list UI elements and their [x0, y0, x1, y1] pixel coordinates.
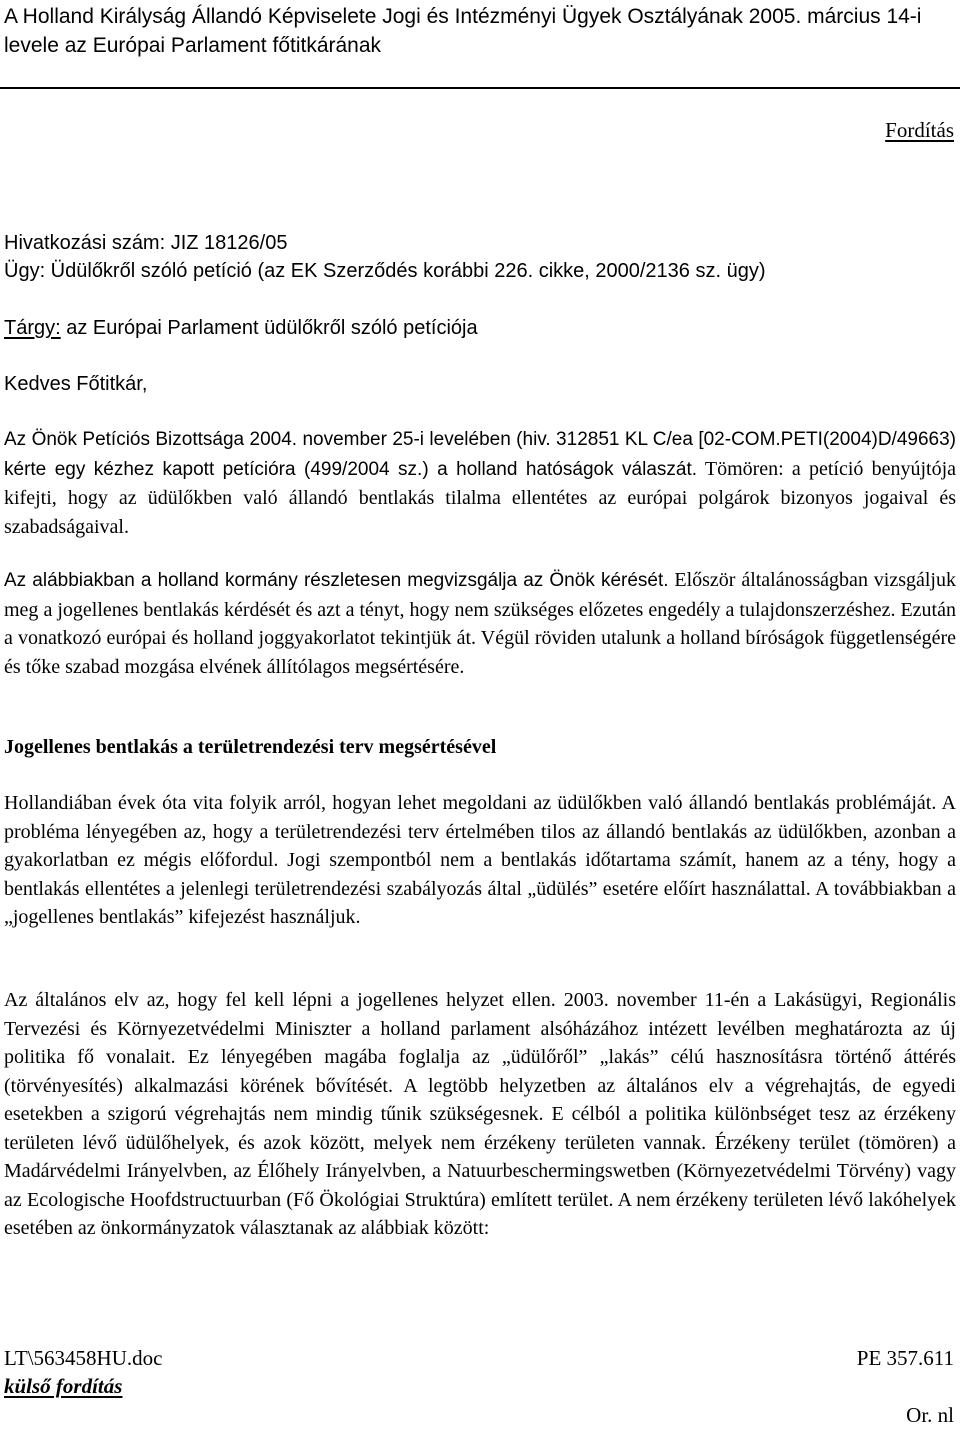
document-header: A Holland Királyság Állandó Képviselete Jogi és Intézményi Ügyek Osztályának 2005. március 14-i levele az Európai Parlament főtitkárának [4, 5, 922, 57]
document-reference: LT\563458HU.doc [4, 1346, 163, 1370]
paragraph-intro [4, 425, 956, 541]
case-line: Ügy: Üdülőkről szóló petíció (az EK Szerződés korábbi 226. cikke, 2000/2136 sz. ügy) [4, 260, 766, 282]
subject-label: Tárgy: [4, 317, 61, 339]
paragraph-intro-serif: Tömören: a petíció benyújtója kifejti, hogy az üdülőkben való állandó bentlakás tilalma ellentétes az európai polgárok bizonyos jogaival és szabadságaival. [4, 457, 956, 538]
external-translation-label: külső fordítás [4, 1374, 123, 1398]
paragraph-overview [4, 566, 956, 681]
paragraph-overview-sans: Az alábbiakban a holland kormány részletesen megvizsgálja az Önök kérését. [4, 570, 669, 591]
footer-left [4, 1344, 162, 1400]
reference-block [4, 229, 956, 285]
pe-number: PE 357.611 [856, 1346, 954, 1370]
reference-number: Hivatkozási szám: JIZ 18126/05 [4, 232, 288, 254]
subject-line [4, 314, 956, 342]
paragraph-background: Hollandiában évek óta vita folyik arról, hogyan lehet megoldani az üdülőkben való állandó bentlakás problémáját. A probléma lényegében az, hogy a területrendezési terv értelmében tilos az állandó bentlakás az üdülőkben, azonban a gyakorlatban ez mégis előfordul. Jogi szempontból nem a bentlakás időtartama számít, hanem az a tény, hogy a bentlakás ellentétes a jelenlegi területrendezési szabályozás által „üdülés” esetére előírt használattal. A továbbiakban a „jogellenes bentlakás” kifejezést használjuk. [4, 792, 956, 928]
original-language: Or. nl [906, 1403, 954, 1427]
footer-right [857, 1344, 954, 1429]
paragraph-intro-sans: Az Önök Petíciós Bizottsága 2004. november 25-i levelében (hiv. 312851 KL C/ea [02-COM.PETI(2004)D/49663) kérte egy kézhez kapott petícióra (499/2004 sz.) a holland hatóságok válaszát. [4, 429, 956, 480]
header-divider [0, 87, 960, 89]
subject-text: az Európai Parlament üdülőkről szóló petíciója [60, 317, 478, 339]
salutation: Kedves Főtitkár, [4, 373, 148, 395]
paragraph-overview-serif: Először általánosságban vizsgáljuk meg a jogellenes bentlakás kérdését és azt a tényt, hogy nem szükséges előzetes engedély a tulajdonszerzéshez. Ezután a vonatkozó európai és holland joggyakorlatot tekintjük át. Végül röviden utalunk a holland bíróságok függetlenségére és tőke szabad mozgása elvének állítólagos megsértésére. [4, 569, 956, 678]
translation-label: Fordítás [885, 118, 954, 142]
paragraph-policy: Az általános elv az, hogy fel kell lépni a jogellenes helyzet ellen. 2003. november 11-én a Lakásügyi, Regionális Tervezési és Környezetvédelmi Miniszter a holland parlament alsóházához intézett levélben meghatározta az új politika fő vonalait. Ez lényegében magába foglalja az „üdülőről” „lakás” célú hasznosításra történő áttérés (törvényesítés) alkalmazási körének bővítését. A legtöbb helyzetben az általános elv a végrehajtás, de egyedi esetekben a szigorú végrehajtás nem mindig tűnik szükségesnek. E célból a politika különbséget tesz az érzékeny területen lévő üdülőhelyek, és azok között, melyek nem érzékeny területen vannak. Érzékeny terület (tömören) a Madárvédelmi Irányelvben, az Élőhely Irányelvben, a Natuurbeschermingswetben (Környezetvédelmi Törvény) vagy az Ecologische Hoofdstructuurban (Fő Ökológiai Struktúra) említett terület. A nem érzékeny területen lévő lakóhelyek esetében az önkormányzatok választanak az alábbiak között: [4, 989, 956, 1239]
section-heading: Jogellenes bentlakás a területrendezési terv megsértésével [4, 736, 497, 758]
